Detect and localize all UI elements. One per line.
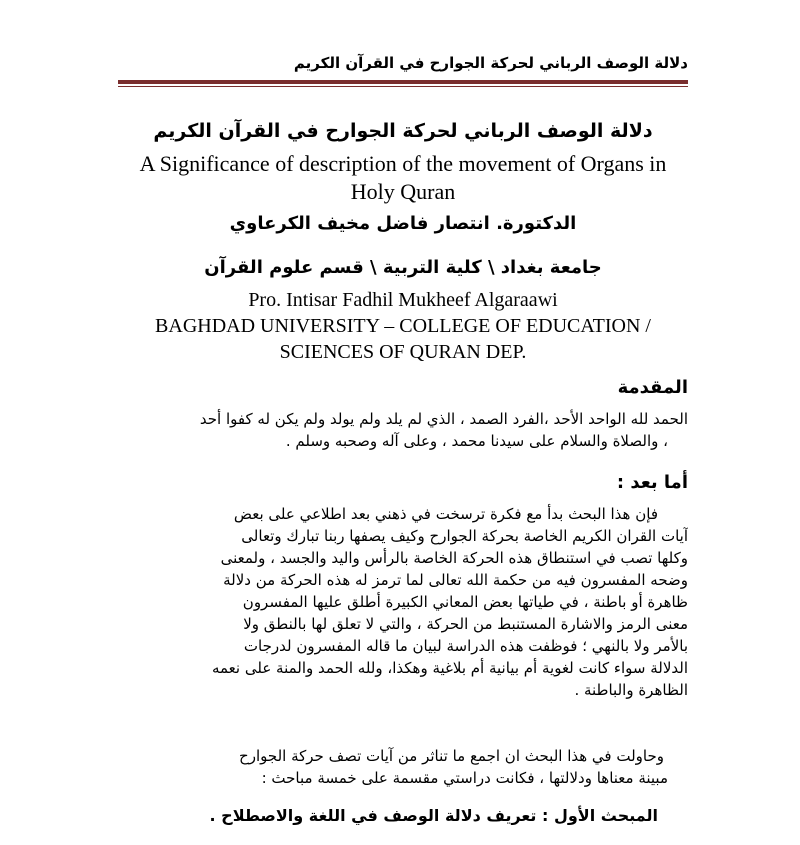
- paragraph-line: وحاولت في هذا البحث ان اجمع ما تناثر من آيات تصف حركة الجوارح: [239, 747, 664, 765]
- running-header: دلالة الوصف الرباني لحركة الجوارح في القرآن الكريم: [293, 54, 688, 72]
- paragraph-line: فإن هذا البحث بدأ مع فكرة ترسخت في ذهني بعد اطلاعي على بعض: [233, 505, 658, 523]
- affiliation-arabic: جامعة بغداد \ كلية التربية \ قسم علوم القرآن: [204, 257, 602, 278]
- author-english: Pro. Intisar Fadhil Mukheef Algaraawi: [248, 289, 558, 311]
- intro-paragraph: [118, 408, 688, 452]
- section-one-heading: المبحث الأول : تعريف دلالة الوصف في اللغة والاصطلاح .: [209, 806, 658, 825]
- affiliation-english: [118, 313, 688, 365]
- attempt-paragraph: [118, 745, 688, 789]
- intro-line: ، والصلاة والسلام على سيدنا محمد ، وعلى آله وصحبه وسلم .: [285, 432, 668, 450]
- affiliation-english-line-1: BAGHDAD UNIVERSITY – COLLEGE OF EDUCATION /: [155, 315, 651, 337]
- paragraph-line: مبينة معناها ودلالتها ، فكانت دراستي مقسمة على خمسة مباحث :: [261, 769, 668, 787]
- main-paragraph: [118, 503, 688, 701]
- paragraph-line: وكلها تصب في استنطاق هذه الحركة الخاصة بالرأس واليد والجسد ، ولمعنى: [220, 549, 688, 567]
- paragraph-line: آيات القران الكريم الخاصة بحركة الجوارح وكيف يصفها ربنا تبارك وتعالى: [241, 527, 688, 545]
- header-rule-thin: [118, 86, 688, 87]
- paragraph-line: بالأمر ولا بالنهي ؛ فوظفت هذه الدراسة لبيان ما قاله المفسرون لدرجات: [243, 637, 688, 655]
- title-arabic: دلالة الوصف الرباني لحركة الجوارح في القرآن الكريم: [153, 120, 653, 142]
- title-english: [118, 150, 688, 206]
- paragraph-line: معنى الرمز والاشارة المستنبط من الحركة ، والتي لا تعلق لها بالنطق ولا: [243, 615, 688, 633]
- paragraph-line: الظاهرة والباطنة .: [574, 681, 688, 699]
- title-english-line-1: A Significance of description of the movement of Organs in: [139, 151, 667, 176]
- title-english-line-2: Holy Quran: [350, 179, 456, 204]
- intro-heading: المقدمة: [617, 377, 688, 398]
- affiliation-english-line-2: SCIENCES OF QURAN DEP.: [279, 341, 527, 363]
- amma-bad-heading: أما بعد :: [616, 472, 688, 493]
- paragraph-line: ظاهرة أو باطنة ، في طياتها بعض المعاني الكبيرة أطلق عليها المفسرون: [242, 593, 688, 611]
- author-arabic: الدكتورة. انتصار فاضل مخيف الكرعاوي: [229, 213, 577, 234]
- paragraph-line: الدلالة سواء كانت لغوية أم بيانية أم بلاغية وهكذا، ولله الحمد والمنة على نعمه: [211, 659, 688, 677]
- header-rule-thick: [118, 80, 688, 84]
- paragraph-line: وضحه المفسرون فيه من حكمة الله تعالى لما ترمز له هذه الحركة من دلالة: [223, 571, 688, 589]
- intro-line: الحمد لله الواحد الأحد ،الفرد الصمد ، الذي لم يلد ولم يولد ولم يكن له كفوا أحد: [199, 410, 688, 428]
